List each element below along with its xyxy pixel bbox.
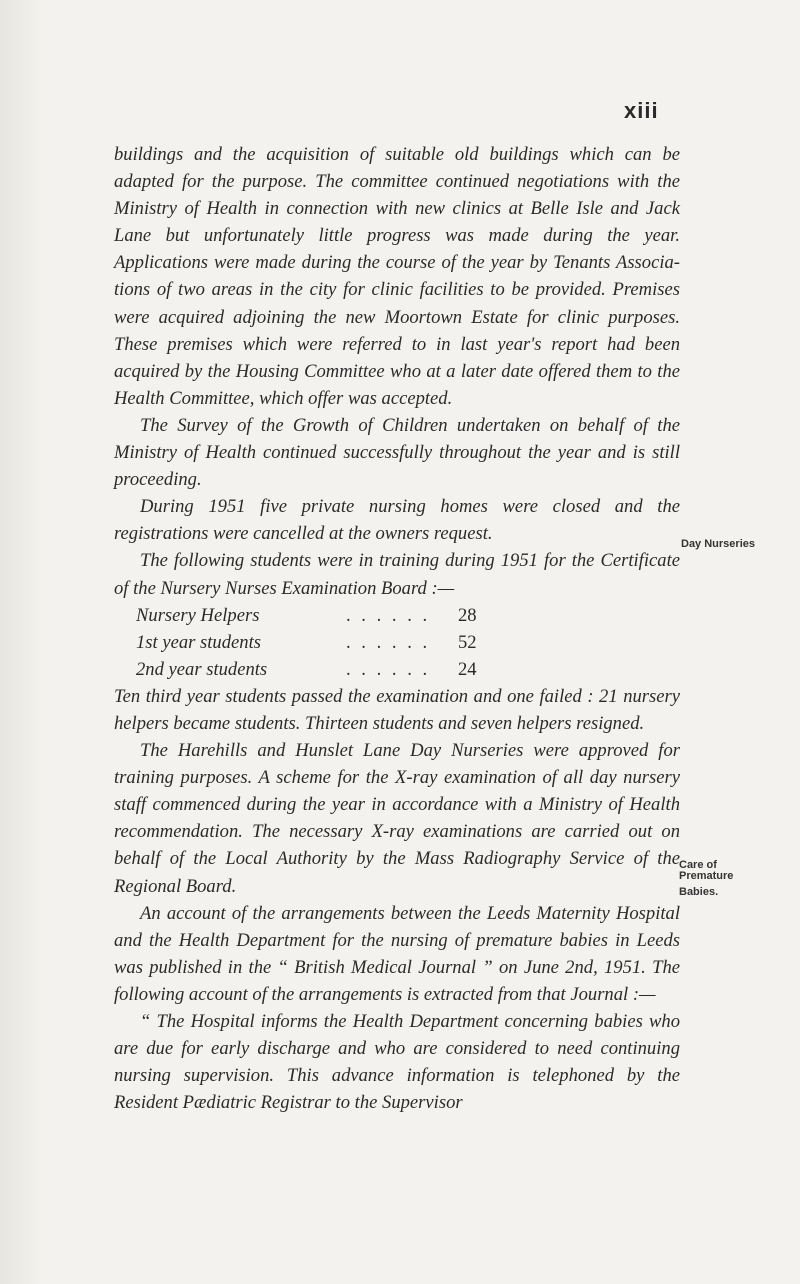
- table-row: [136, 656, 504, 683]
- paragraph-nursing-homes: During 1951 five private nursing homes were closed and the registrations were cancelled at the owners request.: [114, 496, 680, 545]
- table-row: [136, 602, 504, 629]
- row-leader: . . . . . .: [346, 604, 431, 626]
- margin-note-premature-babies: [679, 860, 733, 898]
- row-leader: . . . . . .: [346, 631, 431, 653]
- training-table: [136, 602, 504, 683]
- paragraph-clinics: buildings and the acquisition of suitable old buildings which can be adapted for the purpose. The committee continued negotiations with the Ministry of Health in connection with new clinics at Belle Isle and Jack Lane but unfortunately little progress was made during the year. Applications were made during the course of the year by Tenants Associa- tions of two areas in the city for clinic facilities to be provided. Premises were acquired adjoining the new Moortown Estate for clinic purposes. These premises which were referred to in last year's report had been acquired by the Housing Committee who at a later date offered them to the Health Committee, which offer was accepted.: [114, 144, 680, 409]
- margin-note-line: Premature: [679, 870, 734, 882]
- body-text: [114, 141, 680, 1116]
- paragraph-day-nurseries: The Harehills and Hunslet Lane Day Nurseries were approved for training purposes. A scheme for the X-ray examination of all day nursery staff commenced during the year in accordance with a Ministry of Health recommendation. The necessary X-ray examinations are carried out on behalf of the Local Authority by the Mass Radiography Service of the Regional Board.: [114, 740, 680, 897]
- page-edge-shadow: [0, 0, 42, 1284]
- paragraph-students-intro: The following students were in training during 1951 for the Certificate of the Nursery Nurses Examination Board :—: [114, 550, 680, 599]
- row-label: Nursery Helpers: [136, 604, 260, 626]
- row-label: 2nd year students: [136, 658, 268, 680]
- paragraph-exam-results: Ten third year students passed the examination and one failed : 21 nursery helpers became students. Thirteen students and seven helpers resigned.: [114, 685, 680, 734]
- paragraph-premature-babies: An account of the arrangements between the Leeds Maternity Hospital and the Health Department for the nursing of premature babies in Leeds was published in the “ British Medical Journal ” on June 2nd, 1951. The following account of the arrangements is extracted from that Journal :—: [114, 902, 680, 1005]
- margin-note-line: Babies.: [679, 886, 719, 898]
- row-value: 24: [458, 658, 477, 680]
- row-label: 1st year students: [136, 631, 261, 653]
- paragraph-hospital-quote: “ The Hospital informs the Health Department concerning babies who are due for early discharge and who are considered to need continuing nursing supervision. This advance information is telephoned by the Resident Pædiatric Registrar to the Supervisor: [114, 1011, 680, 1114]
- row-value: 28: [458, 604, 477, 626]
- table-row: [136, 629, 504, 656]
- page-number: xiii: [624, 98, 659, 123]
- row-value: 52: [458, 631, 477, 653]
- paragraph-growth-survey: The Survey of the Growth of Children undertaken on behalf of the Ministry of Health continued successfully throughout the year and is still proceeding.: [114, 414, 680, 491]
- margin-note-day-nurseries: Day Nurseries: [681, 538, 755, 550]
- row-leader: . . . . . .: [346, 658, 431, 680]
- margin-note-line: Care of: [679, 859, 717, 871]
